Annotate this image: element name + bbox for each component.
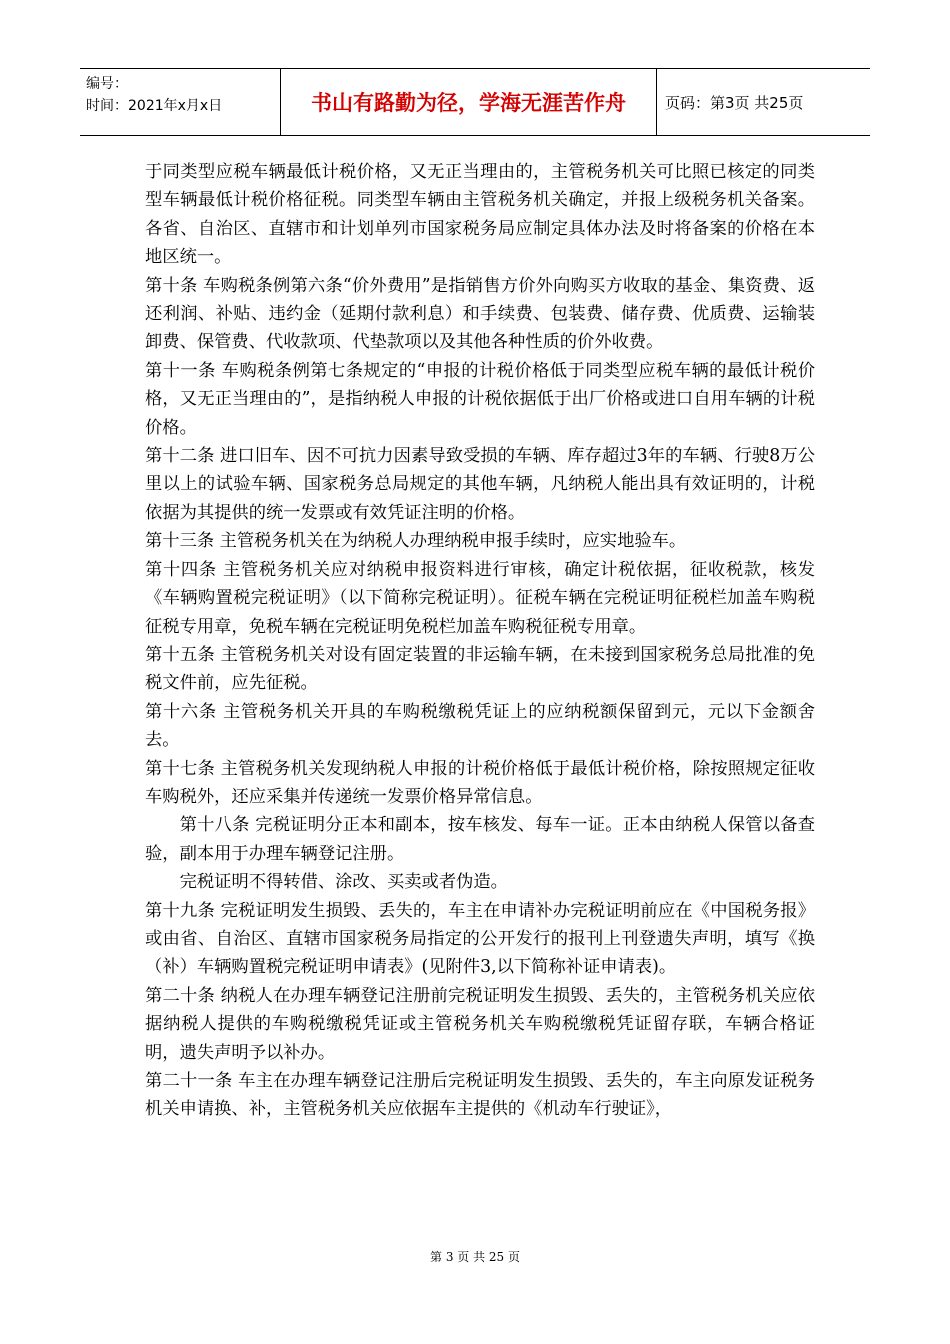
document-date-label: 时间：2021年x月x日 [86, 98, 223, 114]
body-paragraph: 第十八条 完税证明分正本和副本，按车核发、每车一证。正本由纳税人保管以备查验，副本用于办理车辆登记注册。 [145, 815, 815, 864]
body-paragraph: 第十条 车购税条例第六条“价外费用”是指销售方价外向购买方收取的基金、集资费、返还利润、补贴、违约金（延期付款利息）和手续费、包装费、储存费、优质费、运输装卸费、保管费、代收款项、代垫款项以及其他各种性质的价外收费。 [145, 275, 815, 353]
body-paragraph: 第十九条 完税证明发生损毁、丢失的，车主在申请补办完税证明前应在《中国税务报》或由省、自治区、直辖市国家税务局指定的公开发行的报刊上刊登遗失声明，填写《换（补）车辆购置税完税证明申请表》(见附件3,以下简称补证申请表)。 [145, 900, 815, 978]
body-paragraph: 第十一条 车购税条例第七条规定的“申报的计税价格低于同类型应税车辆的最低计税价格，又无正当理由的”，是指纳税人申报的计税依据低于出厂价格或进口自用车辆的计税价格。 [145, 360, 815, 438]
header-motto: 书山有路勤为径，学海无涯苦作舟 [281, 69, 657, 135]
body-paragraph: 第十七条 主管税务机关发现纳税人申报的计税价格低于最低计税价格，除按照规定征收车购税外，还应采集并传递统一发票价格异常信息。 [145, 758, 815, 807]
body-paragraph: 第十三条 主管税务机关在为纳税人办理纳税申报手续时，应实地验车。 [145, 531, 687, 552]
body-paragraph: 完税证明不得转借、涂改、买卖或者伪造。 [179, 872, 508, 893]
body-paragraph: 第二十一条 车主在办理车辆登记注册后完税证明发生损毁、丢失的，车主向原发证税务机关申请换、补，主管税务机关应依据车主提供的《机动车行驶证》， [145, 1071, 815, 1120]
body-paragraph: 第二十条 纳税人在办理车辆登记注册前完税证明发生损毁、丢失的，主管税务机关应依据纳税人提供的车购税缴税凭证或主管税务机关车购税缴税凭证留存联，车辆合格证明，遗失声明予以补办。 [145, 985, 815, 1063]
body-paragraph: 第十五条 主管税务机关对设有固定装置的非运输车辆，在未接到国家税务总局批准的免税文件前，应先征税。 [145, 644, 815, 694]
body-paragraph: 第十四条 主管税务机关应对纳税申报资料进行审核，确定计税依据，征收税款，核发《车辆购置税完税证明》（以下简称完税证明）。征税车辆在完税证明征税栏加盖车购税征税专用章，免税车辆在完税证明免税栏加盖车购税征税专用章。 [145, 559, 815, 637]
header-page-number: 页码：第3页 共25页 [665, 93, 804, 112]
body-paragraph: 第十六条 主管税务机关开具的车购税缴税凭证上的应纳税额保留到元，元以下金额舍去。 [145, 701, 815, 751]
document-body [145, 158, 815, 1124]
document-number-label: 编号： [86, 76, 128, 92]
page-footer: 第 3 页 共 25 页 [430, 1250, 520, 1264]
body-paragraph: 第十二条 进口旧车、因不可抗力因素导致受损的车辆、库存超过3年的车辆、行驶8万公里以上的试验车辆、国家税务总局规定的其他车辆，凡纳税人能出具有效证明的，计税依据为其提供的统一发票或有效凭证注明的价格。 [145, 446, 815, 523]
body-paragraph: 于同类型应税车辆最低计税价格，又无正当理由的，主管税务机关可比照已核定的同类型车辆最低计税价格征税。同类型车辆由主管税务机关确定，并报上级税务机关备案。各省、自治区、直辖市和计划单列市国家税务局应制定具体办法及时将备案的价格在本地区统一。 [145, 162, 815, 268]
header-meta [80, 69, 281, 135]
page-header [80, 68, 870, 136]
